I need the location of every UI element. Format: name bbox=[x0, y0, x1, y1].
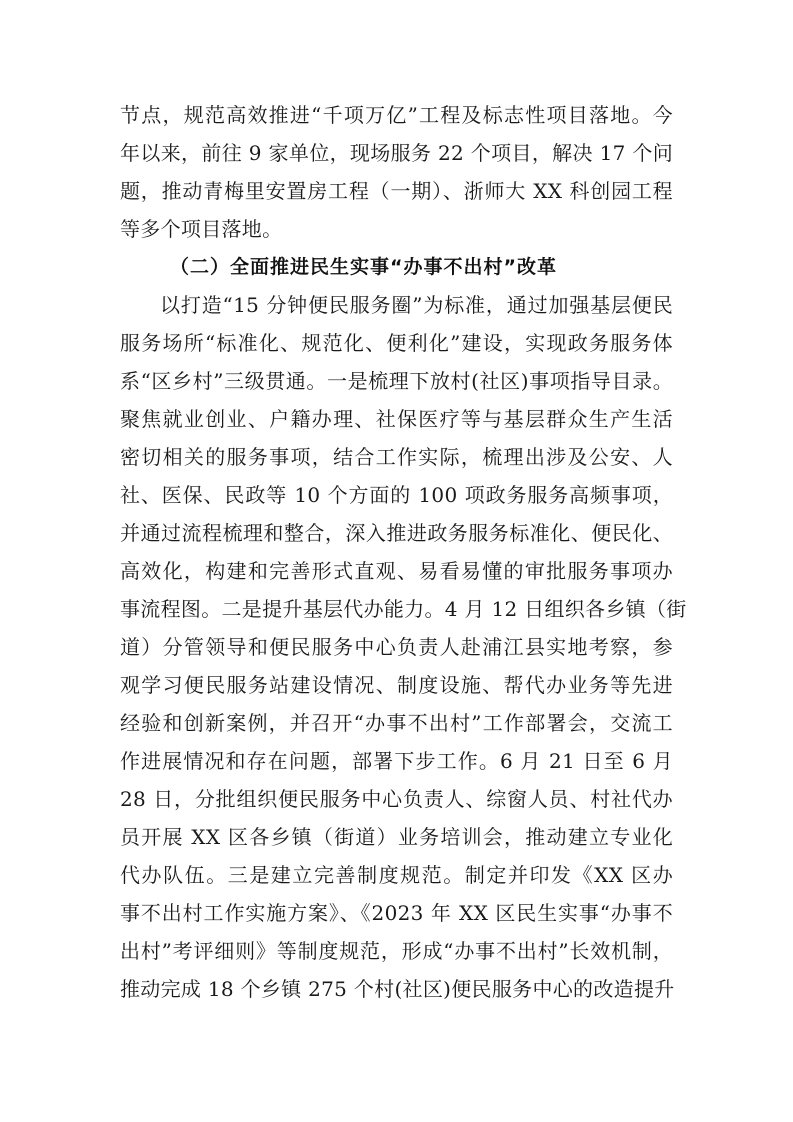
paragraph-line: 员开展 XX 区各乡镇（街道）业务培训会，推动建立专业化 bbox=[120, 825, 673, 849]
paragraph-line: 以打造“15 分钟便民服务圈”为标准，通过加强基层便民 bbox=[160, 293, 673, 317]
paragraph-line: 节点，规范高效推进“千项万亿”工程及标志性项目落地。今 bbox=[120, 103, 673, 127]
paragraph-line: 28 日，分批组织便民服务中心负责人、综窗人员、村社代办 bbox=[120, 787, 673, 811]
document-body bbox=[120, 96, 687, 1008]
paragraph-line: 事不出村工作实施方案》、《2023 年 XX 区民生实事“办事不 bbox=[120, 901, 673, 925]
paragraph-line: 高效化，构建和完善形式直观、易看易懂的审批服务事项办 bbox=[120, 559, 673, 583]
paragraph-line: 事流程图。二是提升基层代办能力。4 月 12 日组织各乡镇（街 bbox=[120, 597, 687, 621]
paragraph-line: 出村”考评细则》等制度规范，形成“办事不出村”长效机制， bbox=[120, 939, 673, 963]
paragraph-line: 观学习便民服务站建设情况、制度设施、帮代办业务等先进 bbox=[120, 673, 673, 697]
paragraph-line: 系“区乡村”三级贯通。一是梳理下放村(社区)事项指导目录。 bbox=[120, 369, 673, 393]
section-heading: （二）全面推进民生实事“办事不出村”改革 bbox=[170, 256, 557, 278]
paragraph-line: 聚焦就业创业、户籍办理、社保医疗等与基层群众生产生活 bbox=[120, 407, 673, 431]
paragraph-line: 题，推动青梅里安置房工程（一期）、浙师大 XX 科创园工程 bbox=[120, 179, 673, 203]
paragraph-line: 服务场所“标准化、规范化、便利化”建设，实现政务服务体 bbox=[120, 331, 673, 355]
paragraph-line: 密切相关的服务事项，结合工作实际，梳理出涉及公安、人 bbox=[120, 445, 673, 469]
paragraph-line: 并通过流程梳理和整合，深入推进政务服务标准化、便民化、 bbox=[120, 521, 673, 545]
paragraph-line: 经验和创新案例，并召开“办事不出村”工作部署会，交流工 bbox=[120, 711, 673, 735]
paragraph-line: 等多个项目落地。 bbox=[120, 217, 283, 241]
paragraph-line: 年以来，前往 9 家单位，现场服务 22 个项目，解决 17 个问 bbox=[120, 141, 673, 165]
paragraph-line: 代办队伍。三是建立完善制度规范。制定并印发《XX 区办 bbox=[120, 863, 673, 887]
paragraph-line: 道）分管领导和便民服务中心负责人赴浦江县实地考察，参 bbox=[120, 635, 673, 659]
paragraph-line: 社、医保、民政等 10 个方面的 100 项政务服务高频事项， bbox=[120, 483, 673, 507]
paragraph-line: 推动完成 18 个乡镇 275 个村(社区)便民服务中心的改造提升 bbox=[120, 977, 675, 1001]
paragraph-line: 作进展情况和存在问题，部署下步工作。6 月 21 日至 6 月 bbox=[120, 749, 673, 773]
